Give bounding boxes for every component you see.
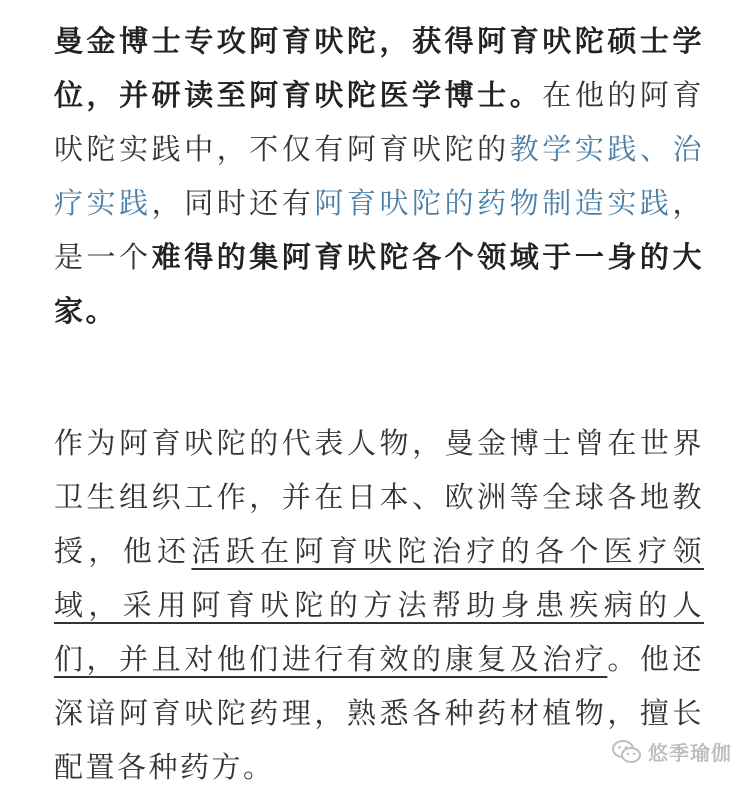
article-body (54, 14, 704, 794)
highlight-text-drug-manufacture: 阿育吠陀的药物制造实践 (314, 186, 673, 220)
watermark-text: 悠季瑜伽 (648, 741, 732, 765)
bold-text: 曼金博士专攻阿育吠陀，获得阿育吠陀硕士学位，并研读至阿育吠陀医学博士。 (54, 24, 704, 112)
body-text: 作为阿育吠陀的代表人物，曼金博士曾在世界卫生组织工作，并在日本、欧洲等全球各地教授，他还 (54, 426, 704, 568)
bold-text: 难得的集阿育吠陀各个领域于一身的大家。 (54, 240, 704, 328)
underlined-text: 活跃在阿育吠陀治疗的各个医疗领域，采用阿育吠陀的方法帮助身患疾病的人们，并且对他们进行有效的康复及治疗 (54, 534, 704, 676)
paragraph-1 (54, 14, 704, 338)
highlight-text-practices: 教学实践、治疗实践 (54, 132, 704, 220)
watermark (612, 737, 732, 766)
body-text: 在他的阿育吠陀实践中，不仅有阿育吠陀的 (54, 78, 704, 166)
body-text: ，是一个 (54, 186, 704, 274)
body-text: ，同时还有 (151, 186, 315, 220)
wechat-icon (612, 739, 642, 765)
body-text: 。他还深谙阿育吠陀药理，熟悉各种药材植物，擅长配置各种药方。 (54, 642, 704, 784)
paragraph-2 (54, 416, 704, 794)
